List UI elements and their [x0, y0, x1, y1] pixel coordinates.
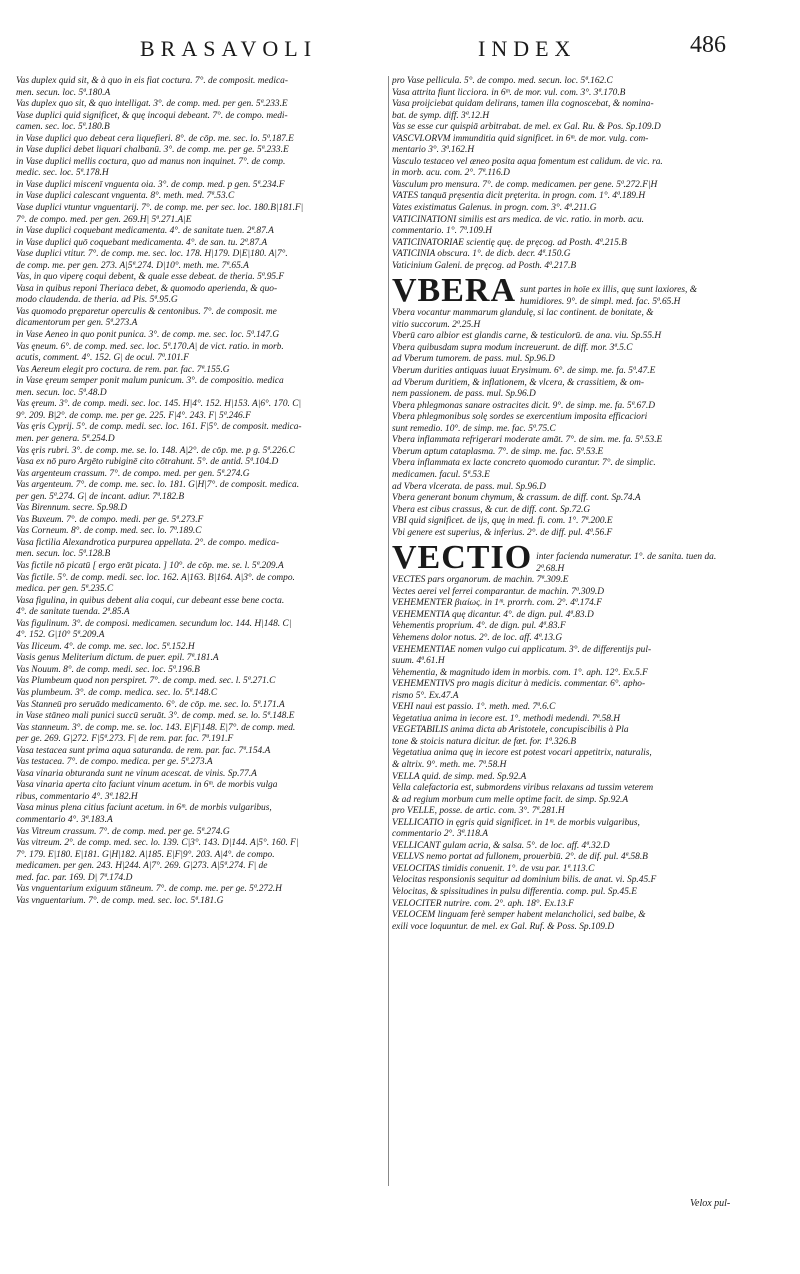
index-entry: sunt remedio. 10°. de simp. me. fac. 5ª.75.C: [392, 423, 556, 434]
index-entry: VECTES pars organorum. de machin. 7ª.309.E: [392, 575, 569, 586]
index-entry: Vasa testacea sunt prima aqua saturanda. de rem. par. fac. 7ª.154.A: [16, 745, 271, 756]
index-entry: vitio succorum. 2ª.25.H: [392, 319, 481, 330]
index-entry: commentario. 1°. 7ª.109.H: [392, 226, 493, 237]
index-entry: Vehementia, & magnitudo idem in morbis. com. 1°. aph. 12°. Ex.5.F: [392, 667, 648, 678]
catchword: Velox pul-: [690, 1198, 731, 1209]
index-entry: 9°. 209. B|2°. de comp. me. per ge. 225. F|4°. 243. F| 5ª.246.F: [16, 410, 251, 421]
index-entry: in Vase stāneo mali punici succū seruāt. 3°. de comp. med. se. lo. 5ª.148.E: [16, 711, 295, 722]
index-entry: VELLICATIO in ęgris quid significet. in 1ᵐ. de morbis vulgaribus,: [392, 817, 640, 828]
index-entry: Vaticinium Galeni. de pręcog. ad Posth. 4ª.217.B: [392, 260, 577, 271]
index-entry: Vasa minus plena citius faciunt acetum. in 6ᵐ. de morbis vulgaribus,: [16, 803, 272, 814]
index-entry: VELLA quid. de simp. med. Sp.92.A: [392, 771, 527, 782]
index-entry: Vas duplex quid sit, & à quo in eis fiat coctura. 7°. de composit. medica-: [16, 76, 288, 86]
index-entry: VELOCITAS timidis conuenit. 1°. de vsu par. 1ª.113.C: [392, 863, 595, 874]
index-entry: mentario 3°. 3ª.162.H: [392, 145, 475, 156]
index-entry: VATICINATIONI similis est ars medica. de vic. ratio. in morb. acu.: [392, 214, 644, 225]
index-entry: Vehementis proprium. 4°. de dign. pul. 4ª.83.F: [392, 621, 566, 632]
index-entry: Vbera est cibus crassus, & cur. de diff. cont. Sp.72.G: [392, 504, 591, 515]
index-entry: Vas ęris rubri. 3°. de comp. me. se. lo. 148. A|2°. de cōp. me. p g. 5ª.226.C: [16, 445, 295, 456]
index-entry: Vbera quibusdam supra modum increuerunt. de diff. mor. 3ª.5.C: [392, 342, 633, 353]
index-entry: exili voce loquuntur. de mel. ex Gal. Ruf. & Poss. Sp.109.D: [392, 921, 615, 932]
index-entry: medicamen. facul. 5ª.53.E: [392, 469, 490, 480]
index-entry: Vas argenteum. 7°. de comp. me. sec. lo. 181. G|H|7°. de composit. medica.: [16, 480, 300, 491]
index-entry: VEGETABILIS anima dicta ab Aristotele, concupiscibilis à Pla: [392, 725, 629, 736]
index-entry: in Vase duplici coquebant medicamenta. 4°. de sanitate tuen. 2ª.87.A: [16, 226, 274, 237]
index-entry: Vas Iliceum. 4°. de comp. me. sec. loc. 5ª.152.H: [16, 641, 195, 652]
section-heading-ubera: [392, 272, 742, 308]
index-entry: Vas ęreum. 3°. de comp. medi. sec. loc. 145. H|4°. 152. H|153. A|6°. 170. C|: [16, 399, 302, 410]
index-entry: dicamentorum per gen. 5ª.273.A: [16, 318, 138, 329]
index-entry: medicamen. per gen. 243. H|244. A|7°. 269. G|273. A|5ª.274. F| de: [16, 861, 268, 872]
running-head-right: INDEX: [478, 36, 577, 61]
left-column: [16, 76, 384, 1186]
index-entry: & altrix. 9°. meth. me. 7ª.58.H: [392, 759, 507, 770]
index-entry: commentario 2°. 3ª.118.A: [392, 829, 488, 840]
index-entry: in Vase duplici quo debeat cera liquefieri. 8°. de cōp. me. sec. lo. 5ª.187.E: [16, 133, 294, 144]
index-entry: Vbera generant bonum chymum, & crassum. de diff. cont. Sp.74.A: [392, 493, 641, 504]
index-entry: Vase duplici quid significet, & quę incoqui debeant. 7°. de compo. medi-: [16, 110, 288, 121]
index-entry: VELLICANT gulam acria, & salsa. 5°. de loc. aff. 4ª.32.D: [392, 840, 610, 851]
ubera-initial: VBERA: [392, 272, 517, 310]
index-entry: Vas duplex quo sit, & quo intelligat. 3°. de comp. med. per gen. 5ª.233.E: [16, 99, 288, 110]
index-entries-ubera: [392, 308, 742, 539]
index-entry: modo claudenda. de theria. ad Pis. 5ª.95.G: [16, 295, 178, 306]
index-entry: Vase duplici vtitur. 7°. de comp. me. sec. loc. 178. H|179. D|E|180. A|7°.: [16, 249, 288, 260]
index-entry: VELOCEM linguam ferè semper habent melancholici, sed balbe, &: [392, 910, 646, 921]
index-entry: Vasa ex nō puro Argēto rubiginē cito cōtrahunt. 5°. de antid. 5ª.104.D: [16, 457, 279, 468]
index-entry: in Vase ęreum semper ponit malum punicum. 3°. de compositio. medica: [16, 376, 284, 387]
index-entry: Vas fictile nō picatū [ ergo erāt picata. ] 10°. de cōp. me. se. l. 5ª.209.A: [16, 560, 284, 571]
index-entry: ribus, commentario 4°. 3ª.182.H: [16, 791, 138, 802]
index-entry: 4°. 152. G|10° 5ª.209.A: [16, 630, 105, 641]
index-entry: Vas figulinum. 3°. de composi. medicamen. secundum loc. 144. H|148. C|: [16, 618, 292, 629]
index-entry: VEHEMENTIAE nomen vulgo cui applicatum. 3°. de differentijs pul-: [392, 644, 652, 655]
index-entry: Vberū caro albior est glandis carne, & testiculorū. de ana. viu. Sp.55.H: [392, 331, 662, 342]
index-entry: VBI quid significet. de ijs, quę in med. fi. com. 1°. 7ª.200.E: [392, 516, 613, 527]
index-entry: tone & stoicis natura dicitur. de fœt. for. 1ª.326.B: [392, 736, 577, 747]
index-entry: bat. de symp. diff. 3ª.12.H: [392, 110, 490, 121]
index-entry: Vegetatiua anima in iecore est. 1°. methodi medendi. 7ª.58.H: [392, 713, 621, 724]
index-entry: Vasa vinaria aperta cito faciunt vinum acetum. in 6ᵐ. de morbis vulga: [16, 780, 278, 791]
index-entry: camen. sec. loc. 5ª.180.B: [16, 122, 110, 133]
index-entry: Vberum durities antiquas iuuat Erysimum. 6°. de simp. me. fa. 5ª.47.E: [392, 366, 656, 377]
index-entry: Vates existimatus Galenus. in progn. com. 3°. 4ª.211.G: [392, 203, 597, 214]
index-entries-vectio: [392, 575, 742, 933]
vectio-heading-text: inter facienda numeratur. 1°. de sanita. tuen da. 2ª.68.H: [536, 552, 717, 574]
running-head-left: BRASAVOLI: [140, 36, 318, 61]
index-entry: Vasa fictilia Alexandrotica purpurea appellata. 2°. de compo. medica-: [16, 537, 279, 548]
index-entry: Vbera vocantur mammarum glandulę, si lac continent. de bonitate, &: [392, 308, 654, 319]
index-entry: VEHI naui est passio. 1°. meth. med. 7ª.6.C: [392, 702, 556, 713]
index-entry: Vas Birennum. secre. Sp.98.D: [16, 503, 128, 514]
index-entry: VEHEMENTER βιαίως. in 1ᵐ. prorrh. com. 2°. 4ª.174.F: [392, 598, 602, 609]
index-entry: Vas se esse cur quispiā arbitrabat. de mel. ex Gal. Ru. & Pos. Sp.109.D: [392, 122, 661, 133]
index-entry: Vas vnguentarium. 7°. de comp. med. sec. loc. 5ª.181.G: [16, 895, 224, 906]
index-entry: Vasis genus Meliterium dictum. de puer. epil. 7ª.181.A: [16, 653, 219, 664]
index-entry: Vbera phlegmonibus solę sordes se exercentium imposita efficaciori: [392, 412, 648, 423]
index-entry: Vasculum pro mensura. 7°. de comp. medicamen. per gene. 5ª.272.F|H: [392, 179, 658, 190]
index-entry: 7°. 179. E|180. E|181. G|H|182. A|185. E|F|9°. 203. A|4°. de compo.: [16, 849, 275, 860]
index-entry: VELOCITER nutrire. com. 2°. aph. 18°. Ex.13.F: [392, 898, 574, 909]
index-entry: med. fac. par. 169. D| 7ª.174.D: [16, 872, 133, 883]
index-entry: commentario 4°. 3ª.183.A: [16, 815, 113, 825]
index-entry: Vasa vinaria obturanda sunt ne vinum acescat. de vinis. Sp.77.A: [16, 768, 257, 779]
index-entry: Vas Stanneū pro seruādo medicamento. 6°. de cōp. me. sec. lo. 5ª.171.A: [16, 699, 285, 710]
index-entry: 7°. de compo. med. per gen. 269.H| 5ª.271.A|E: [16, 214, 192, 225]
index-entry: Vas testacea. 7°. de compo. medica. per ge. 5ª.273.A: [16, 757, 213, 768]
index-entry: Vas Buxeum. 7°. de compo. medi. per ge. 5ª.273.F: [16, 514, 204, 525]
index-entry: Vectes aerei vel ferrei comparantur. de machin. 7ª.309.D: [392, 586, 604, 597]
index-entry: medic. sec. loc. 5ª.178.H: [16, 168, 109, 179]
index-entry: VASCVLORVM immunditia quid significet. in 6ᵐ. de mor. vulg. com-: [392, 133, 649, 144]
index-entry: Vbera inflammata ex lacte concreto quomodo curantur. 7°. de simplic.: [392, 458, 656, 469]
column-divider: [388, 76, 389, 1186]
index-entry: men. secun. loc. 5ª.128.B: [16, 549, 111, 560]
index-entry: acutis, comment. 4°. 152. G| de ocul. 7ª.101.F: [16, 353, 189, 364]
index-entry: Vas vitreum. 2°. de comp. med. sec. lo. 139. C|3°. 143. D|144. A|5°. 160. F|: [16, 838, 299, 849]
index-entry: Vella calefactoria est, submordens viribus relaxans ad tussim veterem: [392, 783, 654, 794]
ubera-heading-text: sunt partes in hoīe ex illis, quę sunt laxiores, & humidiores. 9°. de simpl. med. fac. 5ª.65.H: [520, 285, 698, 307]
index-entry: ad Vberum tumorem. de pass. mul. Sp.96.D: [392, 354, 555, 365]
index-entry: men. secun. loc. 5ª.48.D: [16, 387, 107, 398]
index-entry: Vasa figulina, in quibus debent alia coqui, cur debeant esse bene cocta.: [16, 595, 285, 606]
index-entry: VATES tanquā pręsentia dicit pręterita. in progn. com. 1°. 4ª.189.H: [392, 191, 646, 202]
index-entry: Velocitas, & spissitudines in pulsu differentia. comp. pul. Sp.45.E: [392, 887, 637, 897]
index-entry: Vasa attrita fiunt licciora. in 6ᵐ. de mor. vul. com. 3°. 3ª.170.B: [392, 87, 626, 98]
index-entry: in Vase duplici quō coquebant medicamenta. 4°. de san. tu. 2ª.87.A: [16, 237, 268, 248]
index-entry: men. per genera. 5ª.254.D: [16, 433, 115, 444]
index-entry: ad Vberum duritiem, & inflationem, & vlcera, & crassitiem, & om-: [392, 377, 645, 388]
index-entry: & ad regium morbum cum melle optime facit. de simp. Sp.92.A: [392, 794, 629, 805]
index-entry: Vas stanneum. 3°. de comp. me. se. loc. 143. E|F|148. E|7°. de comp. med.: [16, 722, 296, 733]
index-entry: Vasa in quibus reponi Theriaca debet, & quomodo aperienda, & quo-: [16, 283, 278, 294]
index-entry: Vas fictile. 5°. de comp. medi. sec. loc. 162. A|163. B|164. A|3°. de compo.: [16, 572, 295, 583]
page-header: [0, 22, 800, 68]
index-entry: Vas Vitreum crassum. 7°. de comp. med. per ge. 5ª.274.G: [16, 826, 230, 837]
index-entry: Vas Nouum. 8°. de comp. medi. sec. loc. 5ª.196.B: [16, 664, 200, 675]
index-entry: Vase duplici vtuntur vnguentarij. 7°. de comp. me. per sec. loc. 180.B|181.F|: [16, 203, 304, 214]
index-entry: in Vase Aeneo in quo ponit punica. 3°. de comp. me. sec. loc. 5ª.147.G: [16, 330, 280, 341]
index-entry: Vas Corneum. 8°. de comp. med. sec. lo. 7ª.189.C: [16, 526, 202, 537]
index-entry: Vberum aptum cataplasma. 7°. de simp. me. fac. 5ª.53.E: [392, 446, 604, 457]
index-entry: in morb. acu. com. 2°. 7ª.116.D: [392, 168, 510, 179]
page-number: 486: [690, 32, 726, 58]
index-entry: VELLVS nemo portat ad fullonem, prouerbiū. 2°. de dif. pul. 4ª.58.B: [392, 852, 648, 863]
index-entry: Vas, in quo viperę coqui debent, & quale esse debeat. de theria. 5ª.95.F: [16, 272, 285, 283]
index-entry: nem passionem. de pass. mul. Sp.96.D: [392, 389, 536, 400]
index-entry: in Vase duplici debet liquari chalbanū. 3°. de comp. me. per ge. 5ª.233.E: [16, 145, 289, 156]
index-entry: Vas quomodo pręparetur operculis & centonibus. 7°. de composit. me: [16, 306, 277, 317]
index-entry: pro VELLE, posse. de artic. com. 3°. 7ª.281.H: [392, 806, 565, 817]
index-entry: VATICINIA obscura. 1°. de dicb. decr. 4ª.150.G: [392, 249, 571, 260]
index-entry: Vas ęneum. 6°. de comp. med. sec. loc. 5ª.170.A| de vict. ratio. in morb.: [16, 341, 284, 352]
index-entry: VEHEMENTIVS pro magis dicitur à medicis. commentar. 6°. apho-: [392, 679, 646, 690]
vectio-initial: VECTIO: [392, 539, 533, 577]
index-entry: Vas plumbeum. 3°. de comp. medica. sec. lo. 5ª.148.C: [16, 687, 218, 698]
index-entry: Vas argenteum crassum. 7°. de compo. med. per gen. 5ª.274.G: [16, 468, 250, 479]
index-entry: rismo 5°. Ex.47.A: [392, 690, 459, 701]
index-entry: Vbera phlegmonas sanare ostracites dicit. 9°. de simp. me. fa. 5ª.67.D: [392, 400, 655, 411]
index-entry: pro Vase pellicula. 5°. de compo. med. secun. loc. 5ª.162.C: [392, 76, 613, 86]
index-entry: Vas ęris Cyprij. 5°. de comp. medi. sec. loc. 161. F|5°. de composit. medica-: [16, 422, 302, 433]
index-entry: suum. 4ª.61.H: [392, 656, 445, 667]
index-entry: per ge. 269. G|272. F|5ª.273. F| de rem. par. fac. 7ª.191.F: [16, 734, 234, 745]
index-entry: men. secun. loc. 5ª.180.A: [16, 87, 111, 98]
index-entry: VEHEMENTIA quę dicantur. 4°. de dign. pul. 4ª.83.D: [392, 609, 594, 620]
index-entry: Vasa proijciebat quidam delirans, tamen illa cognoscebat, & nomina-: [392, 99, 654, 110]
index-entry: ad Vbera vlcerata. de pass. mul. Sp.96.D: [392, 481, 546, 492]
index-entry: Velocitas responsionis sequitur ad dominium bilis. de anat. vi. Sp.45.F: [392, 875, 657, 886]
section-heading-vectio: [392, 539, 742, 575]
index-entry: in Vase duplici miscenī vnguenta oia. 3°. de comp. med. p gen. 5ª.234.F: [16, 179, 285, 190]
index-entry: Vas Plumbeum quod non perspiret. 7°. de comp. med. sec. l. 5ª.271.C: [16, 676, 276, 687]
index-entry: in Vase duplici calescant vnguenta. 8°. meth. med. 7ª.53.C: [16, 191, 235, 202]
index-entry: Vbi genere est superius, & inferius. 2°. de diff. pul. 4ª.56.F: [392, 527, 613, 538]
index-entry: medica. per gen. 5ª.235.C: [16, 584, 114, 595]
index-entries-va: [392, 76, 742, 272]
index-entry: per gen. 5ª.274. G| de incant. adiur. 7ª.182.B: [16, 491, 185, 502]
index-entry: Vasculo testaceo vel æneo posita aqua fomentum est calidum. de vic. ra.: [392, 156, 663, 167]
right-column: [392, 76, 742, 1196]
index-entry: Vegetatiua anima quę in iecore est potest vocari appetitrix, naturalis,: [392, 748, 652, 759]
index-entry: in Vase duplici mellis coctura, quo ad manus non inquinet. 7°. de comp.: [16, 156, 286, 167]
index-entry: VATICINATORIAE scientię quę. de pręcog. ad Posth. 4ª.215.B: [392, 237, 627, 248]
index-entry: Vas Aereum elegit pro coctura. de rem. par. fac. 7ª.155.G: [16, 364, 230, 375]
index-entry: Vbera inflammata refrigerari moderate amāt. 7°. de sim. me. fa. 5ª.53.E: [392, 435, 663, 446]
index-entry: de comp. me. per gen. 273. A|5ª.274. D|10°. meth. me. 7ª.65.A: [16, 260, 249, 271]
index-entry: Vas vnguentarium exiguum stāneum. 7°. de comp. me. per ge. 5ª.272.H: [16, 884, 282, 895]
index-entry: Vehemens dolor notus. 2°. de loc. aff. 4ª.13.G: [392, 632, 563, 643]
index-entry: 4°. de sanitate tuenda. 2ª.85.A: [16, 607, 130, 618]
